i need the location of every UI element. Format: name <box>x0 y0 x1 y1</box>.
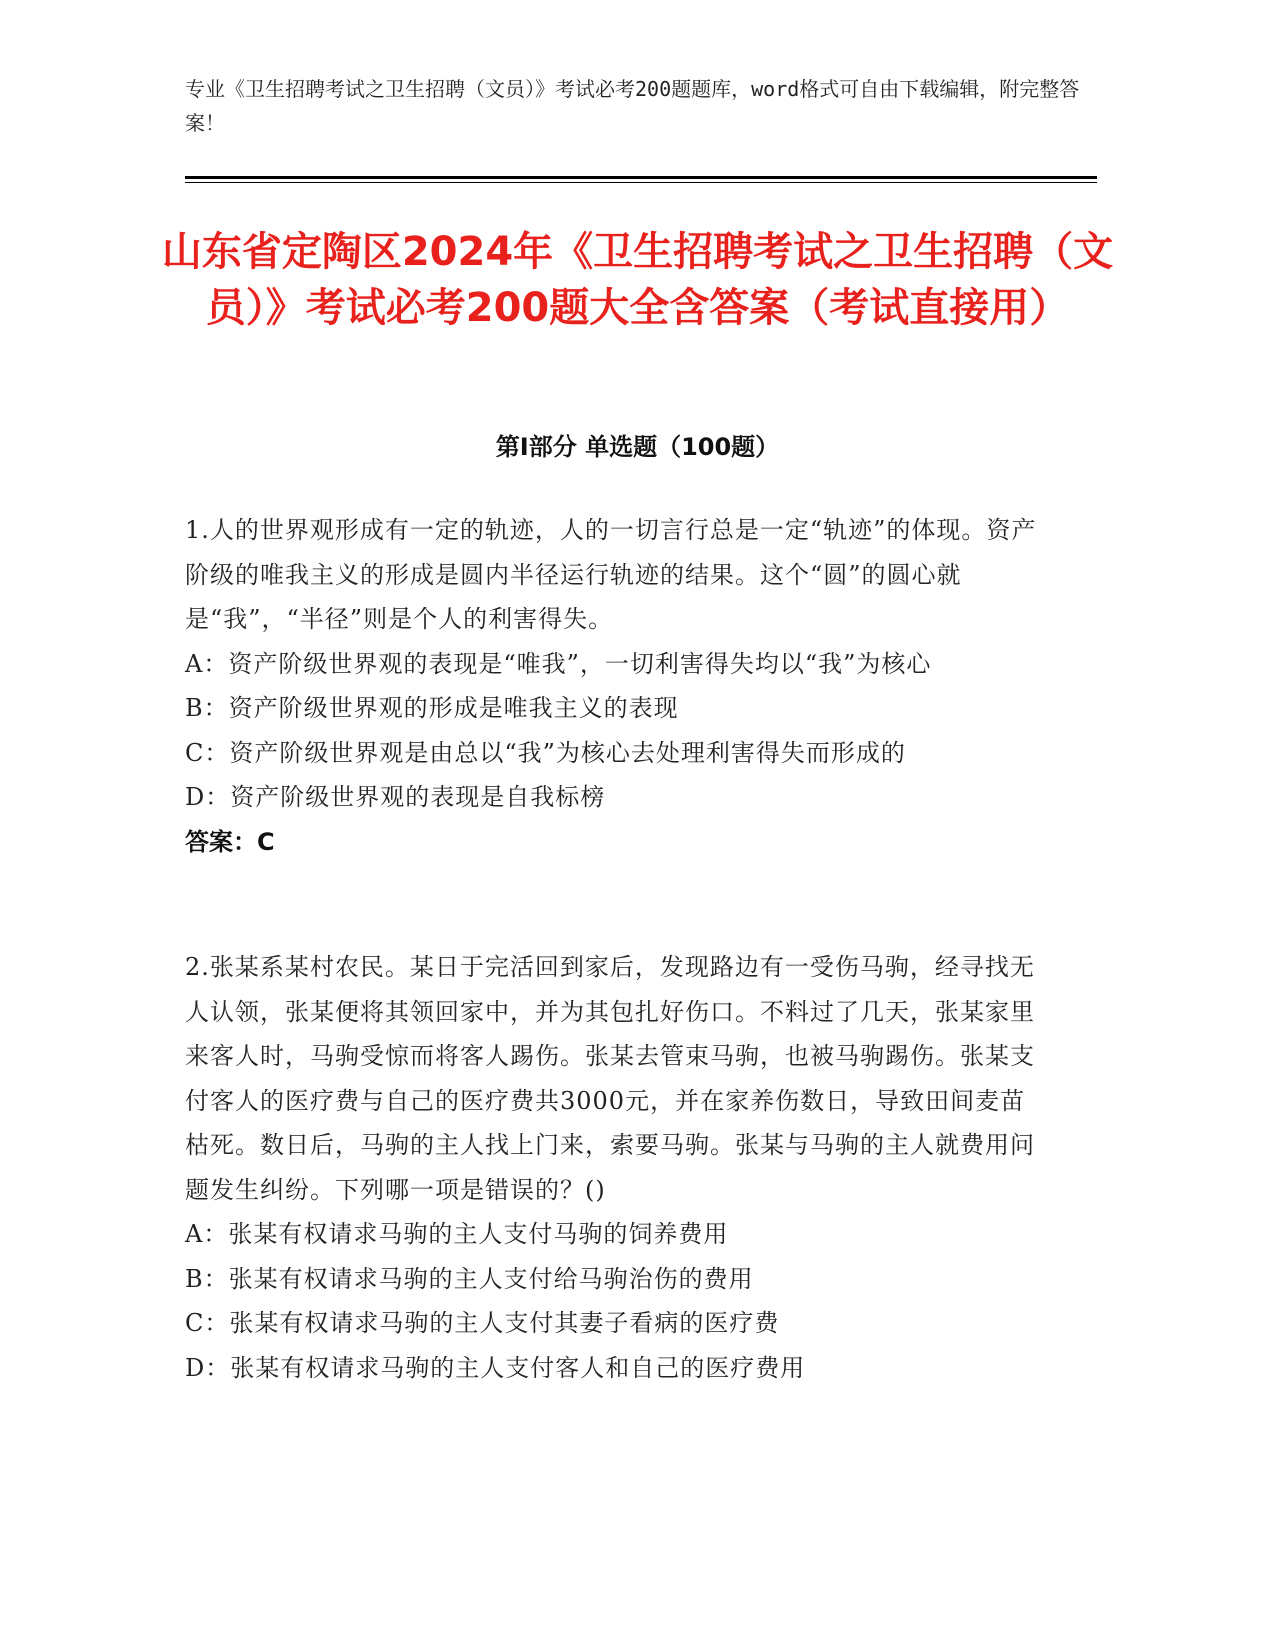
document-title: 山东省定陶区2024年《卫生招聘考试之卫生招聘（文员）》考试必考200题大全含答案（考试直接用） <box>161 229 1114 331</box>
option-d: D：张某有权请求马驹的主人支付客人和自己的医疗费用 <box>185 1353 806 1382</box>
header-divider-thin <box>185 182 1097 183</box>
question-2 <box>185 945 1045 1390</box>
header-note: 专业《卫生招聘考试之卫生招聘（文员）》考试必考200题题库，word格式可自由下载编辑，附完整答案！ <box>185 77 1080 135</box>
option-d: D：资产阶级世界观的表现是自我标榜 <box>185 783 606 811</box>
option-c: C：张某有权请求马驹的主人支付其妻子看病的医疗费 <box>185 1309 780 1337</box>
section-heading: 第Ⅰ部分 单选题（100题） <box>495 433 780 461</box>
question-1 <box>185 508 1045 864</box>
question-stem: 1.人的世界观形成有一定的轨迹，人的一切言行总是一定“轨迹”的体现。资产阶级的唯我主义的形成是圆内半径运行轨迹的结果。这个“圆”的圆心就是“我”，“半径”则是个人的利害得失。 <box>185 516 1037 633</box>
option-a: A：张某有权请求马驹的主人支付马驹的饲养费用 <box>185 1220 729 1248</box>
option-c: C：资产阶级世界观是由总以“我”为核心去处理利害得失而形成的 <box>185 738 906 767</box>
option-b: B：资产阶级世界观的形成是唯我主义的表现 <box>185 694 679 722</box>
answer: 答案：C <box>185 827 275 856</box>
option-b: B：张某有权请求马驹的主人支付给马驹治伤的费用 <box>185 1264 754 1293</box>
question-stem: 2.张某系某村农民。某日于完活回到家后，发现路边有一受伤马驹，经寻找无人认领，张某便将其领回家中，并为其包扎好伤口。不料过了几天，张某家里来客人时，马驹受惊而将客人踢伤。张某去管束马驹，也被马驹踢伤。张某支付客人的医疗费与自己的医疗费共3000元，并在家养伤数日，导致田间麦苗枯死。数日后，马驹的主人找上门来，索要马驹。张某与马驹的主人就费用问题发生纠纷。下列哪一项是错误的？() <box>185 953 1035 1204</box>
header-divider-thick <box>185 176 1097 179</box>
option-a: A：资产阶级世界观的表现是“唯我”，一切利害得失均以“我”为核心 <box>185 649 932 678</box>
